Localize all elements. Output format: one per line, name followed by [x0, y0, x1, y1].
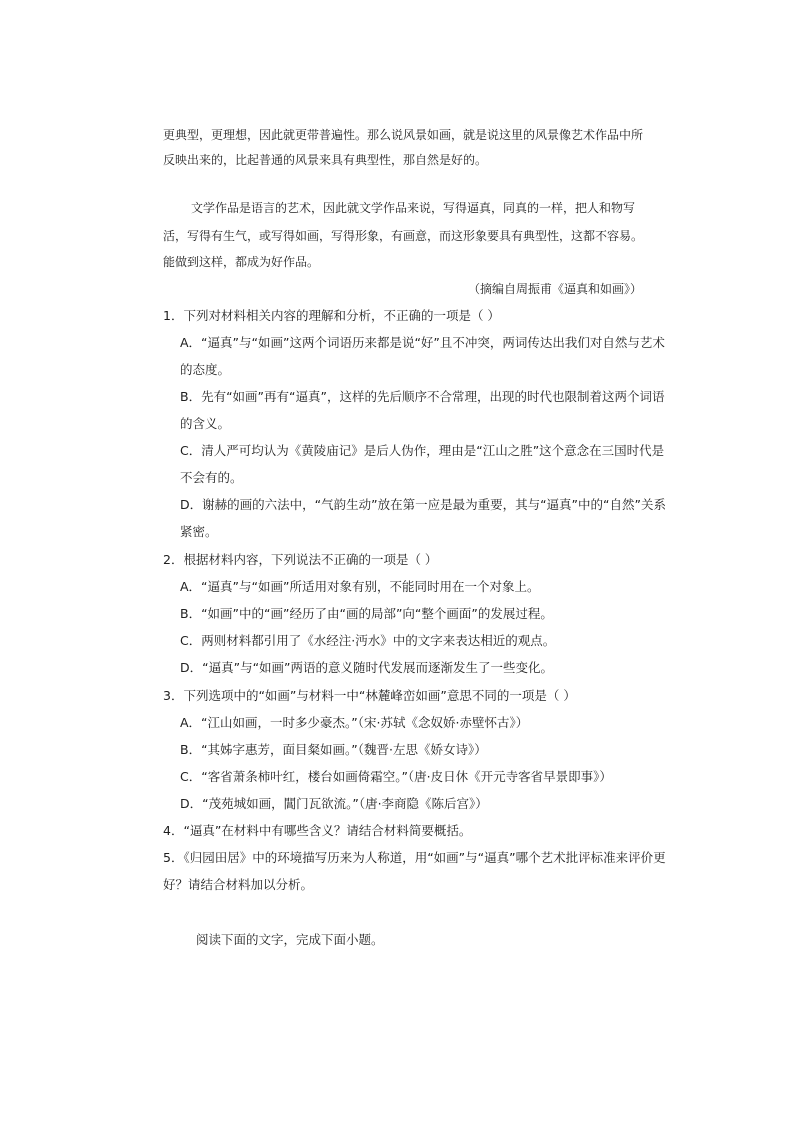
- question-2-option-d: D．“逼真”与“如画”两语的意义随时代发展而逐渐发生了一些变化。: [180, 660, 554, 675]
- question-3-stem: 3．下列选项中的“如画”与材料一中“林麓峰峦如画”意思不同的一项是（ ）: [163, 688, 576, 703]
- question-1-option-b: B．先有“如画”再有“逼真”，这样的先后顺序不合常理，出现的时代也限制着这两个词语: [180, 389, 665, 404]
- question-2-option-b: B．“如画”中的“画”经历了由“画的局部”向“整个画面”的发展过程。: [180, 606, 553, 621]
- passage-line: 更典型，更理想，因此就更带普遍性。那么说风景如画，就是说这里的风景像艺术作品中所: [163, 128, 644, 142]
- question-2-stem: 2．根据材料内容，下列说法不正确的一项是（ ）: [163, 552, 438, 567]
- passage-line: 能做到这样，都成为好作品。: [163, 255, 320, 269]
- question-5-stem: 5．《归园田居》中的环境描写历来为人称道，用“如画”与“逼真”哪个艺术批评标准来评价更: [163, 850, 666, 865]
- question-1-option-d-cont: 紧密。: [180, 524, 218, 539]
- passage-line: 活，写得有生气，或写得如画，写得形象，有画意，而这形象要具有典型性，这都不容易。: [163, 229, 644, 243]
- question-2-option-c: C．两则材料都引用了《水经注·沔水》中的文字来表达相近的观点。: [180, 633, 556, 648]
- question-1-option-b-cont: 的含义。: [180, 416, 231, 431]
- passage-source: （摘编自周振甫《逼真和如画》）: [468, 282, 643, 296]
- passage-line: 文学作品是语言的艺术，因此就文学作品来说，写得逼真，同真的一样，把人和物写: [191, 201, 636, 215]
- question-5-stem-cont: 好？请结合材料加以分析。: [163, 877, 314, 892]
- question-1-option-a: A．“逼真”与“如画”这两个词语历来都是说“好”且不冲突，两词传达出我们对自然与艺术: [180, 335, 665, 350]
- question-3-option-d: D．“茂苑城如画，閶门瓦欲流。”（唐·李商隐《陈后宫》）: [180, 796, 488, 811]
- question-4-stem: 4．“逼真”在材料中有哪些含义？请结合材料简要概括。: [163, 823, 472, 838]
- question-1-option-c-cont: 不会有的。: [180, 470, 243, 485]
- question-1-stem: 1．下列对材料相关内容的理解和分析，不正确的一项是（ ）: [163, 308, 500, 323]
- question-1-option-d: D．谢赫的画的六法中，“气韵生动”放在第一应是最为重要，其与“逼真”中的“自然”关系: [180, 497, 666, 512]
- question-2-option-a: A．“逼真”与“如画”所适用对象有别，不能同时用在一个对象上。: [180, 579, 540, 594]
- question-3-option-b: B．“其姊字惠芳，面目粲如画。”（魏晋·左思《娇女诗》）: [180, 742, 487, 757]
- question-3-option-c: C．“客省萧条柿叶红，楼台如画倚霜空。”（唐·皮日休《开元寺客省早景即事》）: [180, 769, 612, 784]
- passage-line: 反映出来的，比起普通的风景来具有典型性，那自然是好的。: [163, 153, 488, 167]
- question-3-option-a: A．“江山如画，一时多少豪杰。”（宋·苏轼《念奴娇·赤壁怀古》）: [180, 715, 529, 730]
- next-section-instruction: 阅读下面的文字，完成下面小题。: [196, 932, 384, 947]
- question-1-option-a-cont: 的态度。: [180, 362, 231, 377]
- question-1-option-c: C．清人严可均认为《黄陵庙记》是后人伪作，理由是“江山之胜”这个意念在三国时代是: [180, 443, 665, 458]
